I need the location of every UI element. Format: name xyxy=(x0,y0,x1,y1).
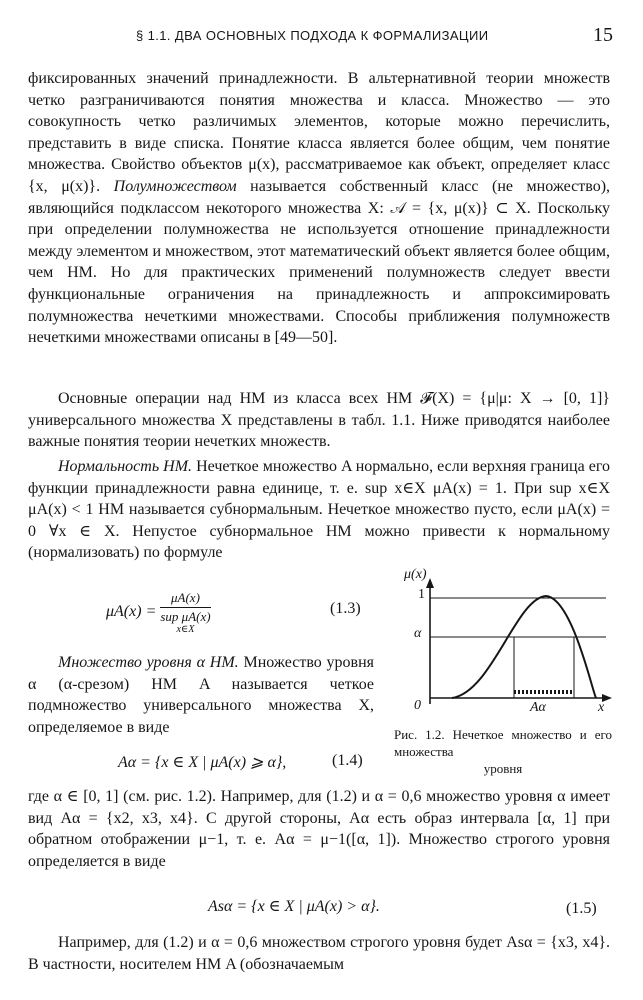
term-semiset: Полумножеством xyxy=(113,177,237,195)
paragraph-semisets xyxy=(28,68,610,349)
origin-label: 0 xyxy=(414,698,421,713)
term-normality: Нормальность НМ. xyxy=(58,458,193,475)
eq13-numerator: μA(x) xyxy=(160,590,210,608)
figure-caption xyxy=(394,726,612,777)
eq13-fraction xyxy=(160,590,210,635)
p1-text: фиксированных значений принадлежности. В альтернативной теории множеств четко разграничиваются понятия множества и класса. Множество — это совокупность четко различимых элементов, которые можно перечислить, представить в виде списка. Понятие класса является более общим, чем понятие множества. Свойство объектов μ(x), рассматриваемое как объект, определяет класс {x, μ(x)}. xyxy=(28,70,610,195)
page-number: 15 xyxy=(593,24,613,46)
caption-line2: уровня xyxy=(483,761,523,776)
eq15-label: (1.5) xyxy=(566,900,597,917)
p3-text: Нечеткое множество A нормально, если верхняя граница его функции принадлежности равна единице, т. е. sup x∈X μA(x) = 1. При sup x∈X μA(x) < 1 НМ называется субнормальным. Нечеткое множество пусто, если μA(x) = 0 ∀x ∈ X. Непустое субнормальное НМ можно привести к нормальному (нормализовать) по формуле xyxy=(28,458,611,562)
eq13-denominator xyxy=(160,608,210,635)
paragraph-operations xyxy=(28,388,610,453)
section-title: § 1.1. ДВА ОСНОВНЫХ ПОДХОДА К ФОРМАЛИЗАЦИИ xyxy=(136,28,489,43)
x-axis-label: x xyxy=(598,700,605,715)
alpha-set-label: Aα xyxy=(530,700,546,715)
y-axis-arrow xyxy=(426,578,434,588)
y-tick-one: 1 xyxy=(418,587,425,602)
eq13-label: (1.3) xyxy=(330,600,361,617)
p2-text: Основные операции над НМ из класса всех НМ 𝓕(X) = {μ|μ: X → [0, 1]} универсального множества X представлены в табл. 1.1. Ниже приводятся наиболее важные понятия теории нечетких множеств. xyxy=(28,390,610,451)
paragraph-example-strict xyxy=(28,932,610,975)
caption-line1: Рис. 1.2. Нечеткое множество и его множества xyxy=(394,727,612,759)
running-header xyxy=(28,24,613,50)
paragraph-example-level xyxy=(28,786,610,872)
p5-text: где α ∈ [0, 1] (см. рис. 1.2). Например, для (1.2) и α = 0,6 множество уровня α имеет вид Aα = {x2, x3, x4}. С другой стороны, Aα есть образ интервала [α, 1] при обратном отображении μ−1, т. е. Aα = μ−1([α, 1]). Множество строгого уровня определяется в виде xyxy=(28,788,611,870)
paragraph-level-set xyxy=(28,652,374,738)
equation-1-3 xyxy=(106,590,211,635)
eq13-lhs: μA(x) = xyxy=(106,603,157,621)
eq13-den-sup: sup μA(x) xyxy=(160,609,211,624)
figure-membership-function xyxy=(394,568,612,718)
p1-rest: называется собственный класс (не множество), являющийся подклассом некоторого множества X: 𝒜 = {x, μ(x)} ⊂ X. Поскольку при определении полумножества не используется отношение принадлежности между элементом и множеством, этот математический объект является более общим, чем НМ. Но для практических применений полумножеств следует ввести функциональные ограничения на принадлежность и аппроксимировать полумножества нечеткими множествами. Способы приближения полумножеств нечеткими множествами описаны в [49—50]. xyxy=(28,177,611,347)
y-axis-label: μ(x) xyxy=(404,567,427,582)
equation-1-4: Aα = {x ∈ X | μA(x) ⩾ α}, xyxy=(118,754,287,771)
p6-text: Например, для (1.2) и α = 0,6 множеством строгого уровня будет Asα = {x3, x4}. В частности, носителем НМ A (обозначаемым xyxy=(28,934,610,973)
eq13-den-sub: x∈X xyxy=(176,624,195,635)
paragraph-normality xyxy=(28,456,610,564)
eq14-label: (1.4) xyxy=(332,752,363,769)
term-level-set: Множество уровня α НМ. xyxy=(58,654,239,671)
p4-text: Множество уровня α (α-срезом) НМ A называется четкое подмножество универсального множества X, определяемое в виде xyxy=(28,654,375,736)
alpha-tick: α xyxy=(414,626,422,641)
equation-1-5: Asα = {x ∈ X | μA(x) > α}. xyxy=(208,898,380,915)
